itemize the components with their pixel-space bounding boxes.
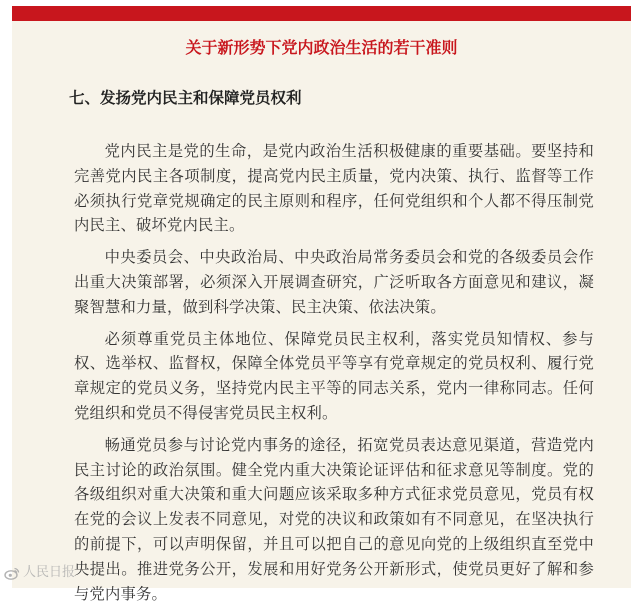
paragraph-2: 中央委员会、中央政治局、中央政治局常务委员会和党的各级委员会作出重大决策部署，必须深入开展调查研究，广泛听取各方面意见和建议，凝聚智慧和力量，做到科学决策、民主决策、依法决策。 (74, 248, 594, 316)
paragraph-4: 畅通党员参与讨论党内事务的途径，拓宽党员表达意见渠道，营造党内民主讨论的政治氛围。健全党内重大决策论证评估和征求意见等制度。党的各级组织对重大决策和重大问题应该采取多种方式征求党员意见，党员有权在党的会议上发表不同意见，对党的决议和政策如有不同意见，在坚决执行的前提下，可以声明保留，并且可以把自己的意见向党的上级组织直至党中央提出。推进党务公开，发展和用好党务公开新形式，使党员更好了解和参与党内事务。 (74, 435, 594, 603)
weibo-icon (4, 565, 20, 581)
document-card (12, 21, 631, 603)
paragraph-1: 党内民主是党的生命，是党内政治生活积极健康的重要基础。要坚持和完善党内民主各项制度，提高党内民主质量，党内决策、执行、监督等工作必须执行党章党规确定的民主原则和程序，任何党组织和个人都不得压制党内民主、破坏党内民主。 (74, 142, 594, 235)
header-accent-bar (12, 6, 631, 21)
paragraph-3: 必须尊重党员主体地位、保障党员民主权利，落实党员知情权、参与权、选举权、监督权，保障全体党员平等享有党章规定的党员权利、履行党章规定的党员义务，坚持党内民主平等的同志关系，党内一律称同志。任何党组织和党员不得侵害党员民主权利。 (74, 329, 594, 422)
document-title: 关于新形势下党内政治生活的若干准则 (185, 38, 458, 57)
document-body (74, 139, 594, 613)
watermark-text: 人民日报 (23, 565, 76, 580)
section-heading: 七、发扬党内民主和保障党员权利 (69, 89, 302, 107)
watermark (4, 563, 75, 583)
